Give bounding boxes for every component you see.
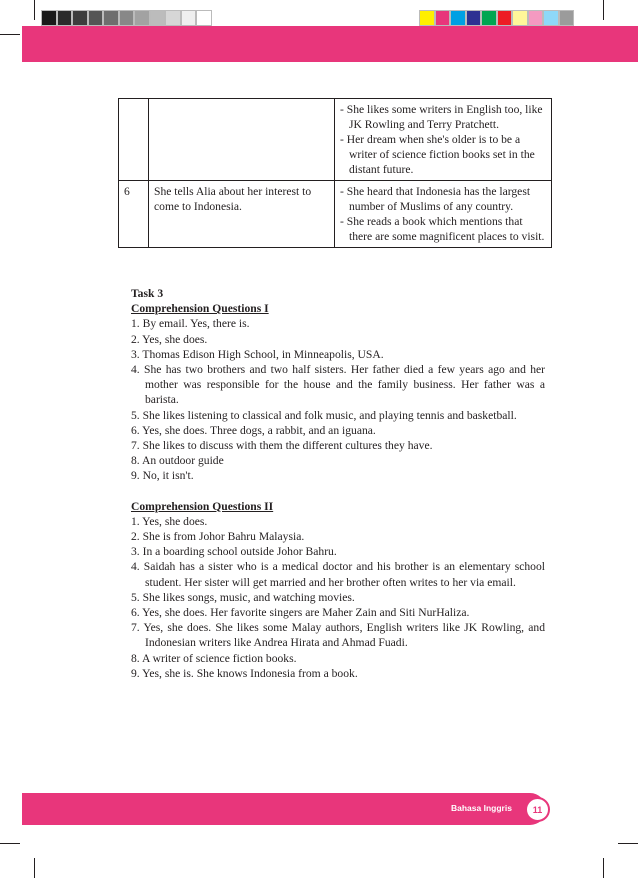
answer-item: 5. She likes songs, music, and watching movies. [131,590,355,604]
answer-item: 5. She likes listening to classical and folk music, and playing tennis and basketball. [131,408,517,422]
answer-item: 3. In a boarding school outside Johor Bahru. [131,545,337,559]
color-swatch [466,10,482,26]
process-color-bar [419,10,574,26]
color-swatch [88,10,104,26]
color-swatch [196,10,212,26]
color-swatch [134,10,150,26]
crop-mark [0,843,20,844]
color-swatch [559,10,575,26]
color-swatch [165,10,181,26]
answer-item: 2. Yes, she does. [131,332,208,346]
table-row [119,99,552,181]
detail-item: - She reads a book which mentions that there are some magnificent places to visit. [340,215,545,243]
color-swatch [41,10,57,26]
color-swatch [497,10,513,26]
answer-item: 9. No, it isn't. [131,469,194,483]
color-swatch [419,10,435,26]
row-description: She tells Alia about her interest to come to Indonesia. [149,181,335,248]
color-swatch [150,10,166,26]
answer-item: 8. A writer of science fiction books. [131,651,297,665]
color-swatch [435,10,451,26]
detail-item: - Her dream when she's older is to be a writer of science fiction books set in the distant future. [340,133,535,176]
grayscale-color-bar [41,10,212,26]
answer-item: 2. She is from Johor Bahru Malaysia. [131,530,305,544]
answer-item: 1. Yes, she does. [131,514,208,528]
color-swatch [543,10,559,26]
answer-item: 4. She has two brothers and two half sisters. Her father died a few years ago and her mother was responsible for the house and the family business. Her father was a barista. [131,363,545,407]
detail-item: - She likes some writers in English too, like JK Rowling and Terry Pratchett. [340,103,543,131]
section-heading: Comprehension Questions II [131,499,274,513]
task-title: Task 3 [131,287,164,300]
crop-mark [34,0,35,20]
answer-item: 3. Thomas Edison High School, in Minneapolis, USA. [131,347,384,361]
color-swatch [181,10,197,26]
page-number: 11 [525,797,550,822]
answer-item: 9. Yes, she is. She knows Indonesia from a book. [131,666,358,680]
answer-item: 6. Yes, she does. Her favorite singers are Maher Zain and Siti NurHaliza. [131,606,470,620]
section-heading: Comprehension Questions I [131,302,269,316]
answer-key [131,286,545,681]
answer-item: 7. Yes, she does. She likes some Malay authors, English writers like JK Rowling, and Indonesian writers like Andrea Hirata and Ahmad Fuadi. [131,621,545,650]
crop-mark [0,34,20,35]
crop-mark [603,858,604,878]
answer-list [131,514,545,681]
answer-item: 4. Saidah has a sister who is a medical doctor and his brother is an elementary school student. Her sister will get married and her brother often writes to her via email. [131,560,545,589]
row-details [335,99,552,181]
color-swatch [528,10,544,26]
color-swatch [103,10,119,26]
summary-table [118,98,552,248]
color-swatch [481,10,497,26]
table-row [119,181,552,248]
detail-item: - She heard that Indonesia has the largest number of Muslims of any country. [340,185,531,213]
answer-item: 8. An outdoor guide [131,454,224,468]
color-swatch [450,10,466,26]
answer-item: 7. She likes to discuss with them the different cultures they have. [131,439,433,453]
crop-mark [603,0,604,20]
color-swatch [512,10,528,26]
answer-item: 6. Yes, she does. Three dogs, a rabbit, and an iguana. [131,423,376,437]
row-details [335,181,552,248]
row-number [119,99,149,181]
color-swatch [57,10,73,26]
answer-list [131,316,545,483]
color-swatch [119,10,135,26]
crop-mark [618,843,638,844]
book-title: Bahasa Inggris [451,803,512,813]
row-description [149,99,335,181]
answer-item: 1. By email. Yes, there is. [131,317,250,331]
crop-mark [34,858,35,878]
row-number: 6 [119,181,149,248]
color-swatch [72,10,88,26]
header-band [22,26,638,62]
